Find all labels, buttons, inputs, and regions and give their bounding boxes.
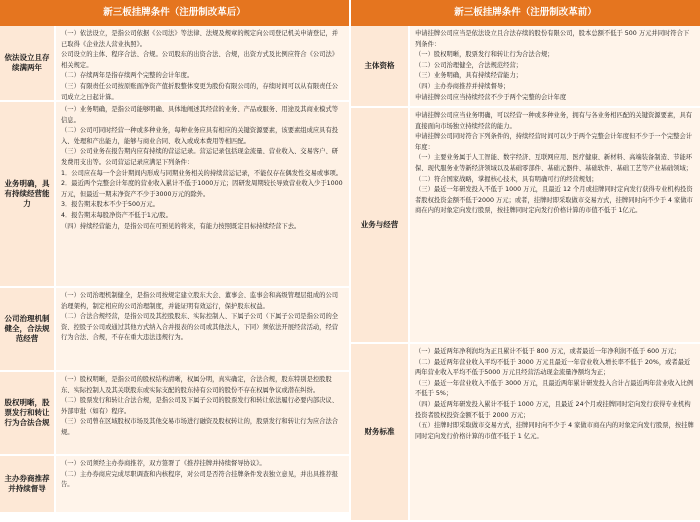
content-line: （一）股权明晰，股票发行和转让行为合法合规； [415, 51, 554, 59]
pre-reform-table [351, 0, 700, 522]
row-category: 主办券商推荐并持续督导 [0, 456, 56, 512]
row-category: 主体资格 [351, 26, 410, 106]
content-line: （三）最近一年研发投入不低于 1000 万元，且最近 12 个月或挂牌同时定向发行获得专业机构投资者股权投资金额不低于2000 万元；或者，挂牌时即采取做市交易方式，挂牌同时向不少于 4 家做市商在内的对象定向发行股票，按挂牌同时定向发行价格计算的市值不低于 1亿元。 [415, 186, 693, 215]
content-line: （五）挂牌时即采取做市交易方式，挂牌同时向不少于 4 家做市商在内的对象定向发行股票，按挂牌同时定向发行价格计算的市值不低于 1 亿元。 [415, 422, 694, 440]
content-line: 公司设立的主体、程序合法、合规。公司股东的出资合法、合规，出资方式及比例应符合《公司法》相关规定。 [61, 51, 339, 69]
content-line: （一）业务明确，是指公司能够明确、具体地阐述其经营的业务、产品或服务、用途及其商业模式等信息。 [61, 106, 339, 124]
content-line: （一）最近两年净利润均为正且累计不低于 800 万元，或者最近一年净利润不低于 600 万元； [415, 348, 681, 355]
content-line: 1．公司应在每一个会计期间内形成与同期业务相关的持续营运记录，不能仅存在偶发性交易或事项。 [61, 169, 343, 177]
content-line: 4．报告期末每股净资产不低于1元/股。 [61, 211, 172, 219]
content-line: （二）主办券商应完成尽职调查和内核程序，对公司是否符合挂牌条件发表独立意见，并出具推荐报告。 [61, 470, 339, 489]
content-line: （二）符合国家战略，掌握核心技术，具有明确可行的经营规划； [415, 175, 598, 183]
content-line: （三）业务明确，具有持续经营能力； [415, 72, 523, 80]
post-reform-header: 新三板挂牌条件（注册制改革后） [0, 0, 349, 26]
row-content [410, 344, 700, 520]
row-category: 公司治理机制健全，合法规范经营 [0, 288, 56, 370]
content-line: （四）主办券商推荐并持续督导； [415, 82, 510, 90]
content-line: （二）公司治理健全，合法规范经营； [415, 61, 523, 69]
table-row [0, 372, 349, 456]
content-line: （三）公司业务在报告期内应有持续的营运记录。营运记录包括现金流量、营业收入、交易客户、研发费用支出等。公司营运记录应满足下列条件： [61, 148, 339, 166]
table-row [0, 26, 349, 102]
content-line: （二）存续两年是指存续两个完整的会计年度。 [61, 72, 194, 80]
row-content [56, 26, 349, 100]
content-line: （二）股票发行和转让合法合规，是指公司及下属子公司的股票发行和转让依法履行必要内部决议、外部审批（如有）程序。 [61, 397, 339, 415]
content-line: （四）最近两年研发投入累计不低于 1000 万元，且最近 24个月或挂牌同时定向发行获得专业机构投资者股权投资金额不低于 2000 万元； [415, 400, 691, 419]
table-row [0, 456, 349, 514]
row-category: 股权明晰，股票发行和转让行为合法合规 [0, 372, 56, 454]
row-content [56, 102, 349, 286]
table-row [351, 108, 700, 344]
row-content [410, 26, 700, 106]
content-line: 申请挂牌公司应当持续经营不少于两个完整的会计年度 [415, 93, 567, 101]
content-line: （一）公司须经主办券商推荐，双方签署了《推荐挂牌并持续督导协议》。 [61, 460, 266, 467]
table-row [351, 26, 700, 108]
content-line: （一）公司治理机制健全，是指公司按规定建立股东大会、董事会、监事会和高级管理层组成的公司治理架构，制定相应的公司治理制度，并能证明有效运行，保护股东权益。 [61, 292, 339, 310]
row-content [410, 108, 700, 342]
post-reform-table [0, 0, 349, 522]
row-category: 业务明确，具有持续经营能力 [0, 102, 56, 286]
content-line: （三）公司曾在区域股权市场及其他交易市场进行融资及股权转让的，股票发行和转让行为应合法合规。 [61, 418, 339, 436]
row-content [56, 456, 349, 512]
table-row [0, 288, 349, 372]
content-line: （三）最近一年营业收入不低于 3000 万元，且最近两年累计研发投入合计占最近两年营业收入比例不低于 5%； [415, 379, 694, 398]
row-content [56, 372, 349, 454]
content-line: 3．报告期末股本不少于500万元。 [61, 201, 159, 209]
content-line: （一）股权明晰，是指公司的股权结构清晰，权属分明，真实确定，合法合规，股东特别是控股股东、实际控制人及其关联股东或实际支配的股东持有公司的股份不存在权属争议或潜在纠纷。 [61, 376, 332, 394]
content-line: （二）合法合规经营，是指公司及其控股股东、实际控制人、下属子公司（下属子公司是指公司的全资、控股子公司或通过其他方式纳入合并报表的公司或其他法人，下同）须依法开展经营活动，经营行为合法、合规，不存在重大违法违规行为。 [61, 313, 339, 342]
content-line: （一）主要业务属于人工智能、数字经济、互联网应用、医疗健康、新材料、高端装备制造、节能环保、现代服务业等新经济领域以及基础零部件、基础元器件、基础软件、基础工艺等产业基础领域； [415, 154, 693, 172]
table-row [351, 344, 700, 520]
content-line: （一）依法设立，是指公司依据《公司法》等法律、法规及规章的规定向公司登记机关申请登记，并已取得《企业法人营业执照》。 [61, 30, 339, 48]
content-line: （四）持续经营能力，是指公司在可预见的将来，有能力按照既定目标持续经营下去。 [61, 222, 301, 230]
content-line: 申请挂牌公司应当是依法设立且合法存续的股份有限公司，股本总额不低于 500 万元并同时符合下列条件： [415, 30, 690, 48]
row-category: 依法设立且存续满两年 [0, 26, 56, 100]
pre-reform-header: 新三板挂牌条件（注册制改革前） [351, 0, 700, 26]
row-content [56, 288, 349, 370]
content-line: 申请挂牌公司同时符合下列条件的，持续经营时间可以少于两个完整会计年度但不少于一个完整会计年度： [415, 133, 693, 151]
content-line: 申请挂牌公司应当业务明确，可以经营一种或多种业务，拥有与各业务相匹配的关键资源要素，具有直接面向市场独立持续经营的能力。 [415, 112, 693, 130]
content-line: 2．最近两个完整会计年度的营业收入累计不低于1000万元；因研发周期较长导致营业收入少于1000万元，但最近一期末净资产不少于3000万元的除外。 [61, 180, 343, 198]
content-line: （三）有限责任公司按原账面净资产值折股整体变更为股份有限公司的，存续时间可以从有限责任公司成立之日起计算。 [61, 82, 339, 100]
content-line: （二）公司可同时经营一种或多种业务，每种业务应具有相应的关键资源要素，该要素组成应具有投入、处理和产出能力，能够与商业合同、收入或成本费用等相匹配。 [61, 127, 339, 145]
content-line: （二）最近两年营业收入平均不低于 3000 万元且最近一年营业收入增长率不低于 20%，或者最近两年营业收入平均不低于5000 万元且经营活动现金流量净额均为正； [415, 358, 691, 377]
row-category: 财务标准 [351, 344, 410, 520]
table-row [0, 102, 349, 288]
row-category: 业务与经营 [351, 108, 410, 342]
